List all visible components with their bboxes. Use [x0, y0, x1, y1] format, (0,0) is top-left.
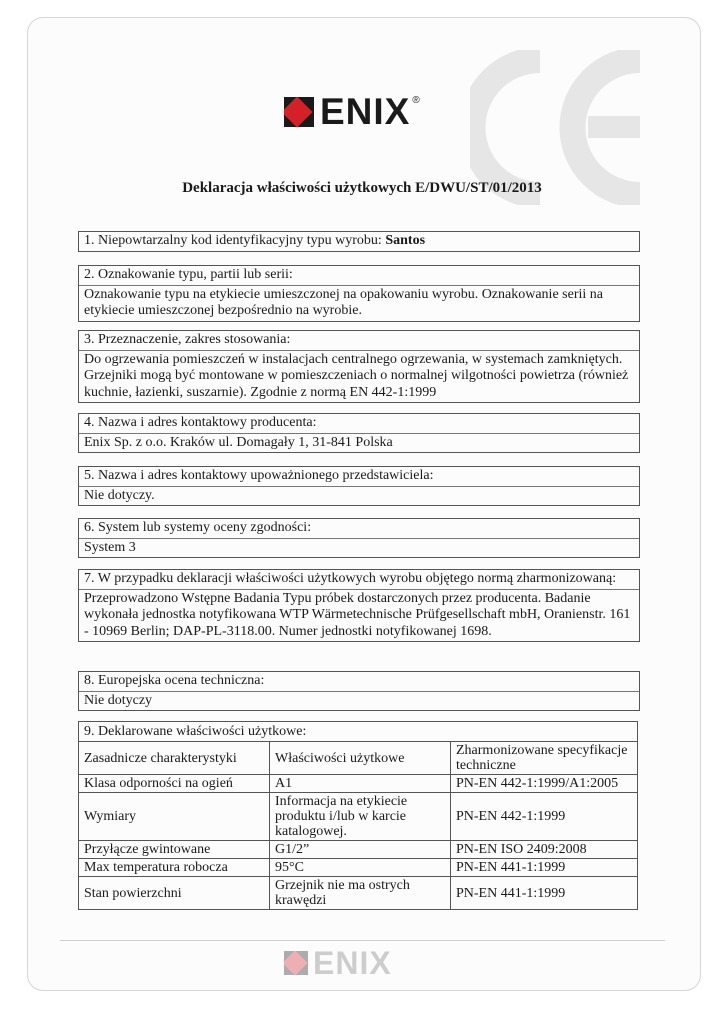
- section-2-text: Oznakowanie typu na etykiecie umieszczonej na opakowaniu wyrobu. Oznakowanie serii na etykiecie umieszczonej bezpośrednio na wyrobie.: [84, 286, 603, 318]
- section-7: [78, 569, 640, 642]
- section-3: [78, 330, 640, 403]
- table-cell: Klasa odporności na ogień: [79, 775, 270, 793]
- section-3-label: 3. Przeznaczenie, zakres stosowania:: [79, 331, 639, 351]
- table-header-row: [79, 742, 638, 775]
- section-6-text: System 3: [84, 539, 136, 555]
- column-header: Zharmonizowane specyfikacje techniczne: [451, 742, 638, 775]
- section-6-label: 6. System lub systemy oceny zgodności:: [79, 519, 639, 539]
- section-9-table: [78, 721, 638, 910]
- section-8-label: 8. Europejska ocena techniczna:: [79, 672, 639, 692]
- section-2-label: 2. Oznakowanie typu, partii lub serii:: [79, 266, 639, 286]
- table-cell: PN-EN 441-1:1999: [451, 877, 638, 910]
- enix-logo-icon: [284, 97, 314, 127]
- section-5-text: Nie dotyczy.: [84, 487, 155, 503]
- table-cell: Grzejnik nie ma ostrych krawędzi: [270, 877, 451, 910]
- section-8: [78, 671, 640, 711]
- table-cell: 95°C: [270, 859, 451, 877]
- section-4-text: Enix Sp. z o.o. Kraków ul. Domagały 1, 31-841 Polska: [84, 434, 393, 450]
- section-9-label: 9. Deklarowane właściwości użytkowe:: [79, 722, 638, 742]
- document-title: Deklaracja właściwości użytkowych E/DWU/ST/01/2013: [182, 180, 542, 196]
- section-5-label: 5. Nazwa i adres kontaktowy upoważnionego przedstawiciela:: [79, 467, 639, 487]
- table-cell: Przyłącze gwintowane: [79, 841, 270, 859]
- table-row: [79, 841, 638, 859]
- table-cell: Stan powierzchni: [79, 877, 270, 910]
- table-cell: Max temperatura robocza: [79, 859, 270, 877]
- table-cell: PN-EN 442-1:1999/A1:2005: [451, 775, 638, 793]
- section-4-label: 4. Nazwa i adres kontaktowy producenta:: [79, 414, 639, 434]
- column-header: Właściwości użytkowe: [270, 742, 451, 775]
- section-8-text: Nie dotyczy: [84, 692, 153, 708]
- table-cell: Informacja na etykiecie produktu i/lub w karcie katalogowej.: [270, 793, 451, 841]
- enix-logo: [284, 92, 420, 132]
- section-4: [78, 413, 640, 453]
- registered-mark: ®: [412, 94, 420, 106]
- section-6: [78, 518, 640, 558]
- table-cell: A1: [270, 775, 451, 793]
- table-cell: PN-EN ISO 2409:2008: [451, 841, 638, 859]
- table-cell: G1/2”: [270, 841, 451, 859]
- column-header: Zasadnicze charakterystyki: [79, 742, 270, 775]
- footer-brand-name: ENIX: [313, 945, 392, 981]
- brand-name: ENIX: [320, 91, 411, 132]
- table-row: [79, 877, 638, 910]
- section-1-content: [79, 232, 639, 251]
- footer-enix-logo: [284, 946, 392, 980]
- table-row: [79, 775, 638, 793]
- table-cell: PN-EN 441-1:1999: [451, 859, 638, 877]
- table-cell: PN-EN 442-1:1999: [451, 793, 638, 841]
- enix-logo-icon: [284, 951, 308, 975]
- section-1-value: Santos: [385, 233, 426, 248]
- section-7-text: Przeprowadzono Wstępne Badania Typu próbek dostarczonych przez producenta. Badanie wykonała jednostka notyfikowana WTP Wärmetechnische Prüfgesellschaft mbH, Oranienstr. 161 - 10969 Berlin; DAP-PL-3118.00. Numer jednostki notyfikowanej 1698.: [84, 590, 631, 639]
- table-row: [79, 793, 638, 841]
- section-3-text: Do ogrzewania pomieszczeń w instalacjach centralnego ogrzewania, w systemach zamkniętych. Grzejniki mogą być montowane w pomieszczeniach o normalnej wilgotności powietrza (również kuchnie, łazienki, suszarnie). Zgodnie z normą EN 442-1:1999: [84, 351, 629, 400]
- section-5: [78, 466, 640, 506]
- table-row: [79, 859, 638, 877]
- section-7-label: 7. W przypadku deklaracji właściwości użytkowych wyrobu objętego normą zharmonizowaną:: [79, 570, 639, 590]
- section-1: [78, 231, 640, 252]
- footer-divider: [60, 940, 665, 941]
- section-2: [78, 265, 640, 322]
- table-cell: Wymiary: [79, 793, 270, 841]
- section-1-label: 1. Niepowtarzalny kod identyfikacyjny typu wyrobu:: [84, 233, 382, 248]
